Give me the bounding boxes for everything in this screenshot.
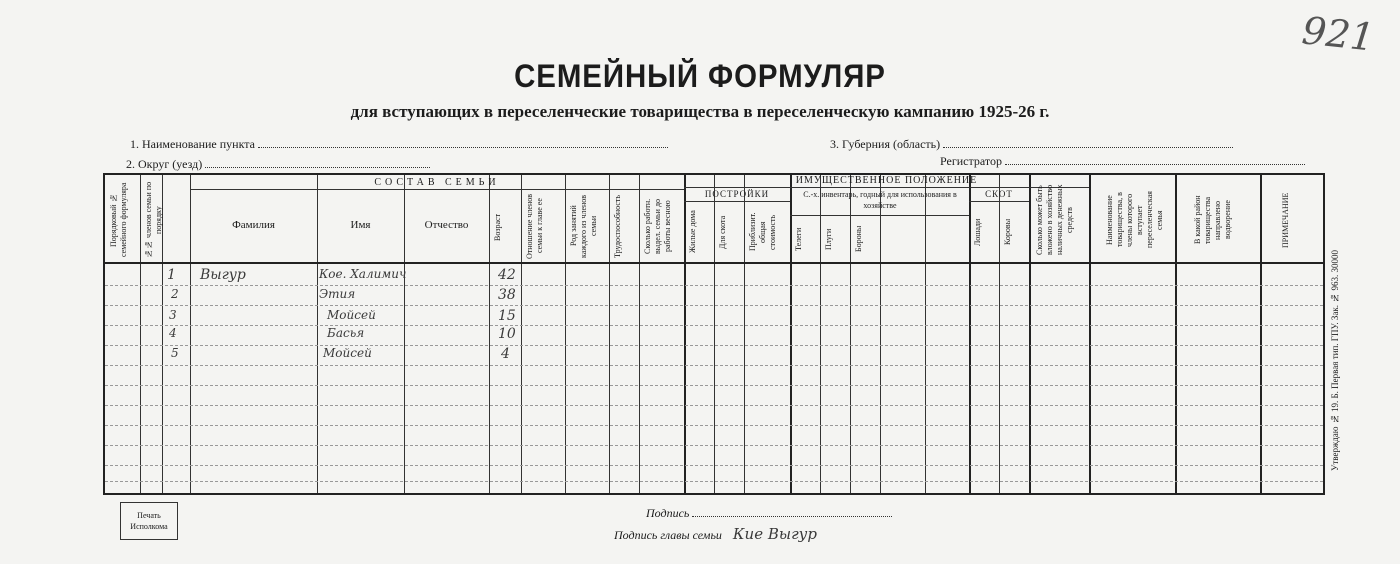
col-harrows: Бороны <box>854 225 863 253</box>
point-name-label: 1. Наименование пункта <box>130 137 255 151</box>
page-title: СЕМЕЙНЫЙ ФОРМУЛЯР <box>514 58 886 94</box>
table-row-1-age: 42 <box>498 267 516 283</box>
col-form-no: Порядковый № семейного формуляра <box>109 182 128 258</box>
col-member-no: №№ членов семьи по порядку <box>144 181 163 259</box>
table-row-3-name: Мойсей <box>327 308 376 322</box>
district-label: 2. Округ (уезд) <box>126 157 203 171</box>
col-occupation: Род занятий каждого из членов семьи <box>569 194 598 258</box>
livestock-group-header: СКОТ <box>985 189 1013 199</box>
stamp-line-2: Исполкома <box>130 522 168 531</box>
inventory-group-header: С.-х. инвентарь, годный для использования в хозяйстве <box>803 190 957 210</box>
signature-label: Подпись <box>646 506 690 520</box>
family-group-header: СОСТАВ СЕМЬИ <box>374 177 500 188</box>
col-relation: Отношение членов семьи к главе ее <box>525 193 544 259</box>
province-line <box>943 137 1233 148</box>
table-row-1-no: 1 <box>167 267 176 283</box>
col-cattle-sheds: Для скота <box>718 215 727 249</box>
table-row-4-no: 4 <box>169 326 177 340</box>
registrar-label: Регистратор <box>940 154 1003 168</box>
col-carts: Телеги <box>794 227 803 251</box>
table-row-3-no: 3 <box>169 308 177 322</box>
page-subtitle: для вступающих в переселенческие товарищества в переселенческую кампанию 1925-26 г. <box>350 102 1050 121</box>
table-row-5-no: 5 <box>171 346 179 360</box>
col-patronymic: Отчество <box>424 219 469 231</box>
table-row-2-no: 2 <box>171 287 179 301</box>
table-row-2-age: 38 <box>498 287 516 303</box>
col-surname: Фамилия <box>232 219 275 231</box>
district-field <box>126 157 430 172</box>
col-approx-value: Приблизит. общая стоимость <box>748 212 777 252</box>
district-line <box>205 157 430 168</box>
stamp-box <box>120 502 178 540</box>
family-table <box>103 173 1325 495</box>
archive-number: 921 <box>1299 8 1377 60</box>
table-row-1-name: Кое. Халимич <box>319 267 407 281</box>
head-signature-value: Кие Выгур <box>732 525 817 543</box>
head-signature-field <box>614 525 817 543</box>
col-ploughs: Плуги <box>824 228 833 250</box>
buildings-group-header: ПОСТРОЙКИ <box>704 189 770 199</box>
col-age: Возраст <box>493 213 502 241</box>
table-row-1-surname: Выгур <box>200 267 246 283</box>
property-group-header: ИМУЩЕСТВЕННОЕ ПОЛОЖЕНИЕ <box>795 175 978 186</box>
stamp-line-1: Печать <box>137 511 161 520</box>
signature-field <box>646 506 892 521</box>
table-row-5-age: 4 <box>501 346 510 362</box>
head-signature-label: Подпись главы семьи <box>614 528 722 542</box>
province-field <box>830 137 1233 152</box>
table-row-5-name: Мойсей <box>323 346 372 360</box>
col-cows: Коровы <box>1003 218 1012 246</box>
table-row-4-name: Басья <box>327 326 365 340</box>
province-label: 3. Губерния (область) <box>830 137 941 151</box>
col-ability: Трудоспособность <box>613 194 622 258</box>
registrar-line <box>1005 154 1305 165</box>
col-horses: Лошади <box>973 218 982 246</box>
table-row-2-name: Этия <box>319 287 356 301</box>
registrar-field <box>940 154 1305 169</box>
col-money: Сколько может быть вложено в хозяйство наличных денежных средств <box>1035 184 1074 256</box>
col-name: Имя <box>350 219 371 231</box>
col-houses: Жилые дома <box>688 210 697 254</box>
col-years-to-work: Сколько работн. выдел. семьи до работы весною <box>643 198 672 254</box>
col-partnership: Наименование товарищества, в члены которого вступает переселенческая семья <box>1105 191 1164 249</box>
table-row-3-age: 15 <box>498 308 516 324</box>
col-note: ПРИМЕЧАНИЕ <box>1281 192 1290 248</box>
point-name-field <box>130 137 668 152</box>
table-row-4-age: 10 <box>498 326 516 342</box>
printer-imprint: Утверждаю № 19. Б. Первая тип. ГПУ. Зак. № 963. 30000 <box>1330 250 1340 471</box>
col-region: В какой район товарищества направлено водворение <box>1193 195 1232 245</box>
point-name-line <box>258 137 668 148</box>
